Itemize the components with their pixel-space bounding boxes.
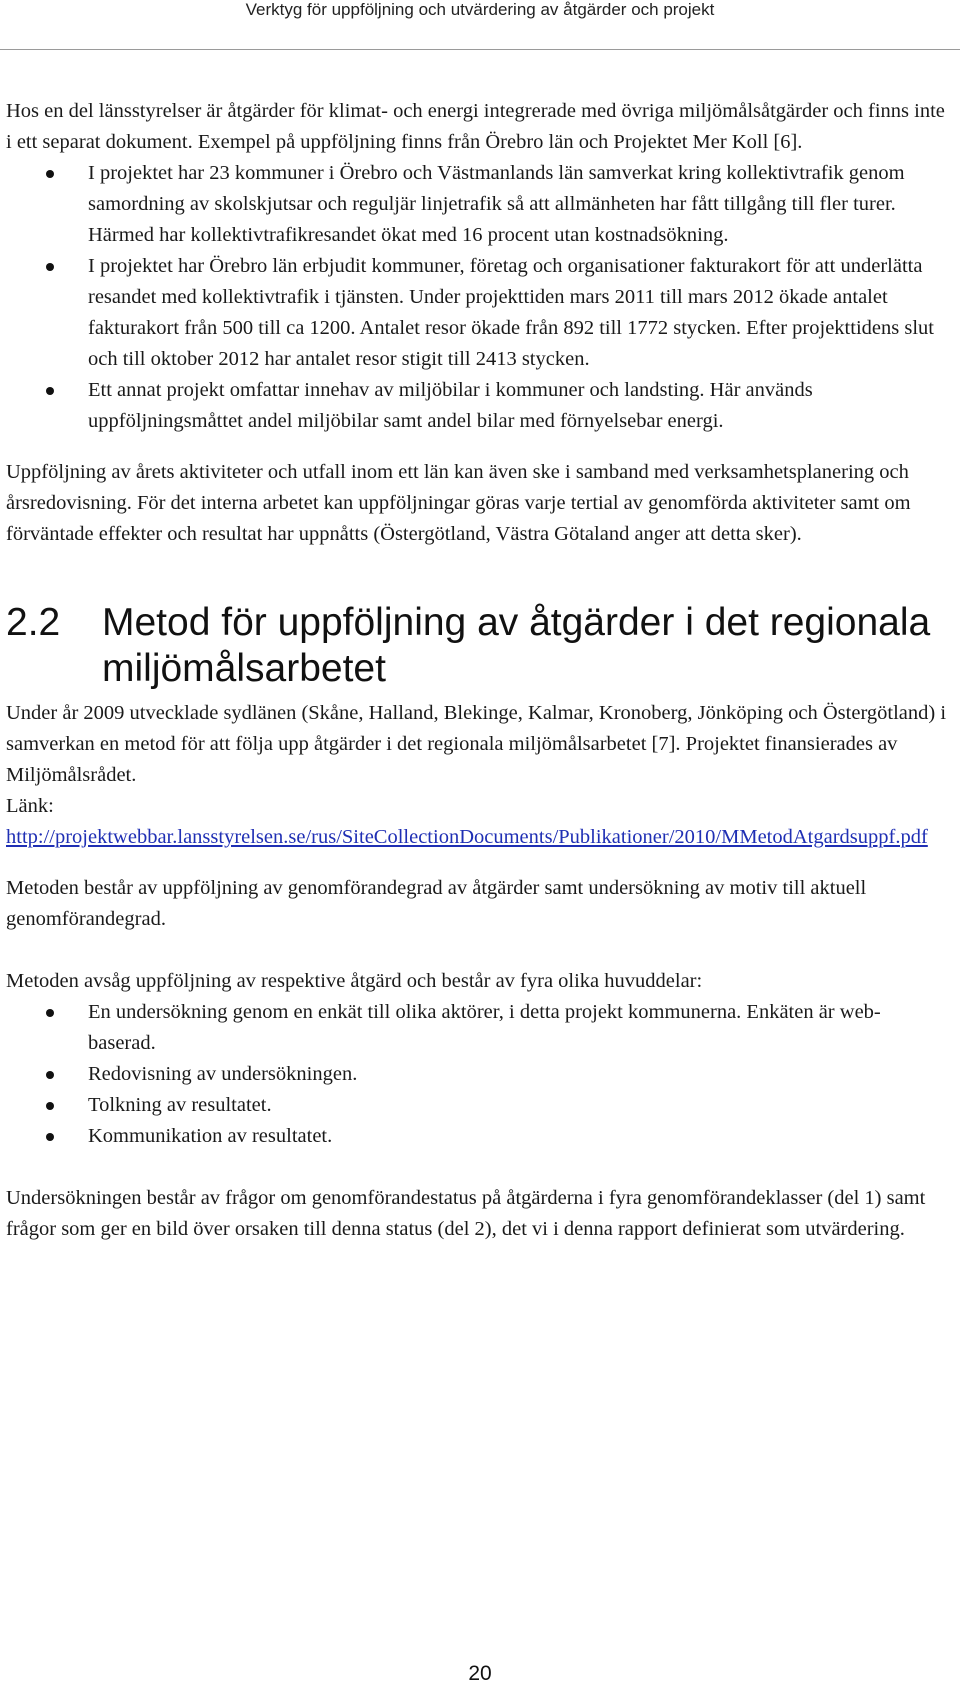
survey-paragraph: Undersökningen består av frågor om genomförandestatus på åtgärderna i fyra genomförandeklasser (del 1) samt frågor som ger en bild över orsaken till denna status (del 2), det vi i denna rapport definierat som utvärdering. xyxy=(6,1187,926,1240)
followup-paragraph: Uppföljning av årets aktiviteter och utfall inom ett län kan även ske i samband med verksamhetsplanering och årsredovisning. För det interna arbetet kan uppföljningar göras varje tertial av genomförda aktiviteter samt om förväntade effekter och resultat har uppnåtts (Östergötland, Västra Götaland anger att detta sker). xyxy=(6,461,911,545)
list-item: Kommunikation av resultatet. xyxy=(88,1121,948,1152)
section-number: 2.2 xyxy=(6,601,61,644)
list-item: Ett annat projekt omfattar innehav av miljöbilar i kommuner och landsting. Här används uppföljningsmåttet andel miljöbilar samt andel bilar med förnyelsebar energi. xyxy=(88,375,948,437)
section-heading xyxy=(6,600,948,692)
method-parts-intro: Metoden avsåg uppföljning av respektive åtgärd och består av fyra olika huvuddelar: xyxy=(6,970,703,992)
list-item: Redovisning av undersökningen. xyxy=(88,1059,948,1090)
method-intro-paragraph: Under år 2009 utvecklade sydlänen (Skåne, Halland, Blekinge, Kalmar, Kronoberg, Jönköping och Östergötland) i samverkan en metod för att följa upp åtgärder i det regionala miljömålsarbetet [7]. Projektet finansierades av Miljömålsrådet. xyxy=(6,702,947,786)
list-item: Tolkning av resultatet. xyxy=(88,1090,948,1121)
section-title: Metod för uppföljning av åtgärder i det regionala miljömålsarbetet xyxy=(102,601,931,690)
list-item: En undersökning genom en enkät till olika aktörer, i detta projekt kommunerna. Enkäten är web-baserad. xyxy=(88,997,948,1059)
list-item: I projektet har 23 kommuner i Örebro och Västmanlands län samverkat kring kollektivtrafik genom samordning av skolskjutsar och reguljär linjetrafik så att allmänheten har fått tillgång till fler turer. Härmed har kollektivtrafikresandet ökat med 16 procent utan kostnadsökning. xyxy=(88,158,948,251)
bullet-list-examples xyxy=(6,158,948,437)
method-description-paragraph: Metoden består av uppföljning av genomförandegrad av åtgärder samt undersökning av motiv till aktuell genomförandegrad. xyxy=(6,877,867,930)
body-content xyxy=(6,96,948,1245)
publication-link[interactable]: http://projektwebbar.lansstyrelsen.se/rus/SiteCollectionDocuments/Publikationer/2010/MMetodAtgardsuppf.pdf xyxy=(6,826,928,848)
intro-paragraph: Hos en del länsstyrelser är åtgärder för klimat- och energi integrerade med övriga miljömålsåtgärder och finns inte i ett separat dokument. Exempel på uppföljning finns från Örebro län och Projektet Mer Koll [6]. xyxy=(6,100,945,153)
bullet-list-method-parts xyxy=(6,997,948,1152)
running-header xyxy=(0,0,960,50)
link-label: Länk: xyxy=(6,795,54,817)
running-header-title: Verktyg för uppföljning och utvärdering av åtgärder och projekt xyxy=(245,0,715,19)
list-item: I projektet har Örebro län erbjudit kommuner, företag och organisationer fakturakort för att underlätta resandet med kollektivtrafik i tjänsten. Under projekttiden mars 2011 till mars 2012 ökade antalet fakturakort från 500 till ca 1200. Antalet resor ökade från 892 till 1772 stycken. Efter projekttidens slut och till oktober 2012 har antalet resor stigit till 2413 stycken. xyxy=(88,251,948,375)
page-number: 20 xyxy=(468,1662,492,1685)
